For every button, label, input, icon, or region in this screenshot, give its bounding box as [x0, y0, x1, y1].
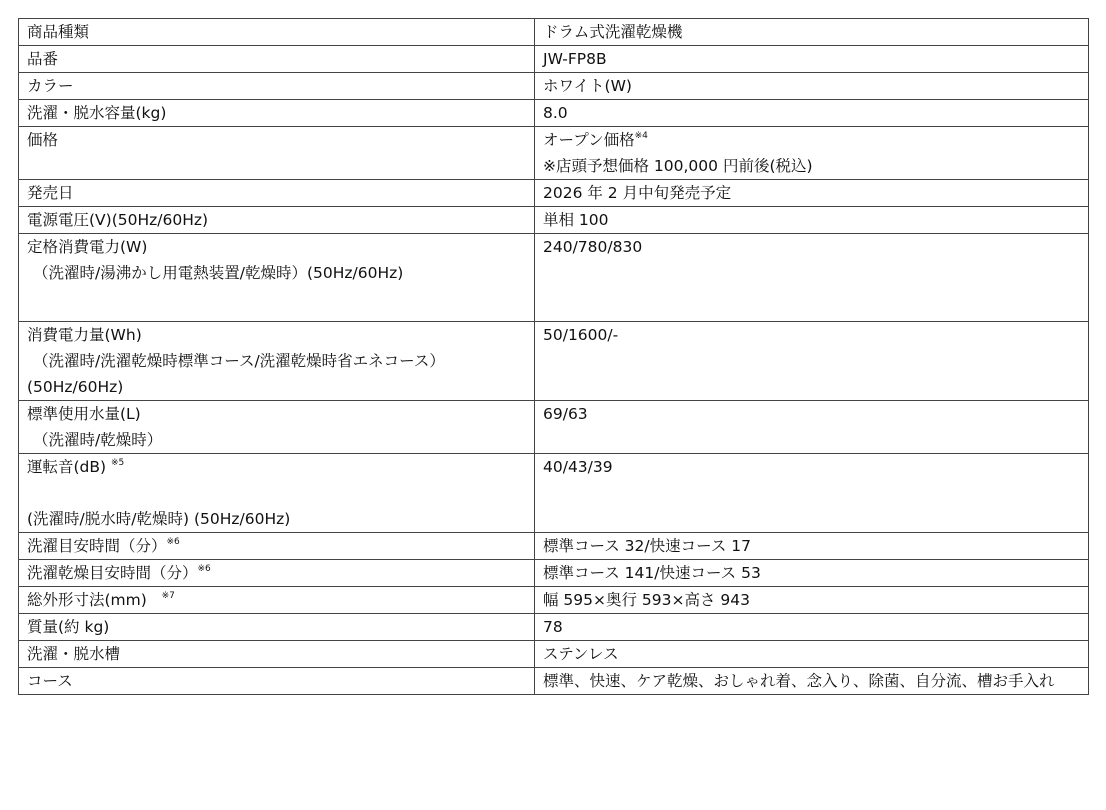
spec-value-text: 8.0 — [543, 104, 568, 122]
table-row — [19, 401, 1089, 454]
spec-value — [535, 19, 1089, 46]
spec-value — [535, 234, 1089, 322]
spec-label — [19, 401, 535, 454]
spec-label-sub: (洗濯時/脱水時/乾燥時) (50Hz/60Hz) — [27, 510, 291, 528]
footnote-mark: ※4 — [634, 131, 648, 141]
spec-label-text: 電源電圧(V)(50Hz/60Hz) — [27, 211, 209, 229]
spec-value-text: 50/1600/- — [543, 326, 619, 344]
spec-label-text: 洗濯乾燥目安時間（分） — [27, 564, 198, 582]
footnote-mark: ※6 — [197, 564, 211, 574]
spec-label-text: 商品種類 — [27, 23, 90, 41]
spec-label-text: 総外形寸法(mm) — [27, 591, 147, 609]
spec-value — [535, 668, 1089, 695]
spec-label-text: 質量(約 kg) — [27, 618, 110, 636]
spec-label-text: 洗濯目安時間（分） — [27, 537, 167, 555]
table-row — [19, 614, 1089, 641]
spec-value-note: ※店頭予想価格 100,000 円前後(税込) — [543, 157, 813, 175]
spec-value-text: ドラム式洗濯乾燥機 — [543, 23, 683, 41]
spec-label — [19, 668, 535, 695]
spec-label — [19, 46, 535, 73]
table-row — [19, 127, 1089, 180]
spec-label — [19, 100, 535, 127]
spec-label — [19, 454, 535, 533]
spec-value-text: 69/63 — [543, 405, 588, 423]
spec-label — [19, 533, 535, 560]
table-row — [19, 641, 1089, 668]
spec-value — [535, 560, 1089, 587]
spec-value-text: 40/43/39 — [543, 458, 613, 476]
spec-label-text: コース — [27, 672, 73, 690]
spec-table — [18, 18, 1089, 695]
spec-label — [19, 234, 535, 322]
spec-label — [19, 19, 535, 46]
table-row — [19, 533, 1089, 560]
spec-label-sub: （洗濯時/洗濯乾燥時標準コース/洗濯乾燥時省エネコース） — [33, 352, 445, 370]
table-row — [19, 19, 1089, 46]
spec-label — [19, 322, 535, 401]
table-row — [19, 454, 1089, 533]
spec-value — [535, 533, 1089, 560]
spec-label-text: カラー — [27, 77, 74, 95]
table-row — [19, 668, 1089, 695]
footnote-mark: ※5 — [111, 458, 125, 468]
spec-label-text: 発売日 — [27, 184, 74, 202]
spec-value — [535, 46, 1089, 73]
spec-value-text: 2026 年 2 月中旬発売予定 — [543, 184, 732, 202]
table-row — [19, 180, 1089, 207]
spec-value — [535, 614, 1089, 641]
spec-value-text: 標準コース 141/快速コース 53 — [543, 564, 761, 582]
spec-label — [19, 207, 535, 234]
spec-value — [535, 73, 1089, 100]
spec-value — [535, 100, 1089, 127]
table-row — [19, 207, 1089, 234]
spec-label-text: 洗濯・脱水槽 — [27, 645, 121, 663]
spec-value — [535, 641, 1089, 668]
spec-value-text: 240/780/830 — [543, 238, 643, 256]
spec-value-text: JW-FP8B — [543, 50, 607, 68]
spec-label — [19, 587, 535, 614]
spec-value — [535, 127, 1089, 180]
spec-value-text: オープン価格 — [543, 131, 635, 149]
spec-label-text: 定格消費電力(W) — [27, 238, 148, 256]
spec-value — [535, 454, 1089, 533]
spec-label-text: 消費電力量(Wh) — [27, 326, 142, 344]
spec-label-text: 運転音(dB) — [27, 458, 107, 476]
spec-value — [535, 322, 1089, 401]
table-row — [19, 100, 1089, 127]
spec-value-text: 標準コース 32/快速コース 17 — [543, 537, 751, 555]
spec-value-text: 幅 595×奥行 593×高さ 943 — [543, 591, 751, 609]
spec-value — [535, 401, 1089, 454]
spec-label — [19, 641, 535, 668]
footnote-mark: ※7 — [161, 591, 175, 601]
spec-value-text: 単相 100 — [543, 211, 609, 229]
spec-label-text: 洗濯・脱水容量(kg) — [27, 104, 167, 122]
spec-value — [535, 587, 1089, 614]
spec-value-text: 78 — [543, 618, 563, 636]
spec-value — [535, 180, 1089, 207]
spec-label-text: 価格 — [27, 131, 59, 149]
spec-label — [19, 73, 535, 100]
table-row — [19, 322, 1089, 401]
table-row — [19, 234, 1089, 322]
spec-label-text: 標準使用水量(L) — [27, 405, 141, 423]
table-row — [19, 587, 1089, 614]
spec-label — [19, 614, 535, 641]
table-row — [19, 46, 1089, 73]
spec-label-sub: （洗濯時/湯沸かし用電熱装置/乾燥時）(50Hz/60Hz) — [33, 264, 404, 282]
spec-value — [535, 207, 1089, 234]
spec-label — [19, 127, 535, 180]
spec-label — [19, 560, 535, 587]
footnote-mark: ※6 — [166, 537, 180, 547]
spec-label — [19, 180, 535, 207]
table-row — [19, 560, 1089, 587]
spec-value-text: ホワイト(W) — [543, 77, 632, 95]
spec-value-text: 標準、快速、ケア乾燥、おしゃれ着、念入り、除菌、自分流、槽お手入れ — [543, 672, 1055, 690]
spec-label-text: 品番 — [27, 50, 59, 68]
spec-label-sub: （洗濯時/乾燥時） — [33, 431, 163, 449]
spec-value-text: ステンレス — [543, 645, 619, 663]
spec-label-sub: (50Hz/60Hz) — [27, 378, 124, 396]
table-row — [19, 73, 1089, 100]
